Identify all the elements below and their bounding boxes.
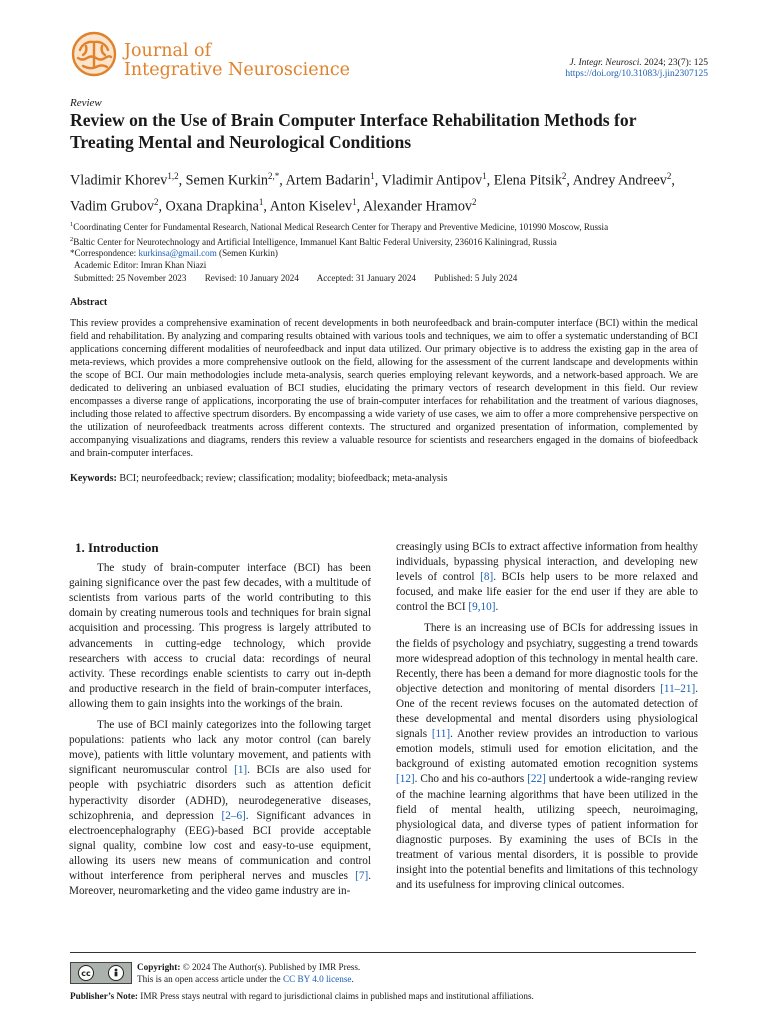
author-separator: , [486,172,494,189]
correspondence: *Correspondence: kurkinsa@gmail.com (Semen Kurkin) [70,248,278,259]
date-published: Published: 5 July 2024 [434,273,518,284]
abstract-text: This review provides a comprehensive examination of recent developments in both neurofeedback and brain-computer interface (BCI) within the medical field and rehabilitation. By analyzing and comparing results obtained with various tools and techniques, we aim to offer a systematic understanding of BCI applications concerning different modalities of neurofeedback and input data utilized. Our primary objective is to address the existing gap in the area of meta-reviews, which provides a more comprehensive outlook on the field, allowing for the assessment of the current landscape and developments within the scope of BCI. Our main methodologies include meta-analysis, search queries employing relevant keywords, and a network-based approach. We are dedicated to delivering an unbiased evaluation of BCI studies, elucidating the primary vectors of research development in this field. Our review encompasses a diverse range of applications, incorporating the use of brain-computer interfaces for rehabilitation and the treatment of various diagnoses, including those related to affective spectrum disorders. By encompassing a wide variety of use cases, we aim to offer a more comprehensive perspective on the utilization of neurofeedback treatments across different contexts. The structured and organized presentation of information, complemented by accompanying visualizations and diagrams, renders this review a valuable resource for scientists and researchers engaged in the domains of biofeedback and brain-computer interfaces. [70,318,698,460]
author-name: Vadim Grubov [70,198,154,215]
citation-link[interactable]: [12] [396,773,415,786]
citation-link[interactable]: [22] [527,773,546,786]
intro-left-column [69,538,371,899]
keywords-list: BCI; neurofeedback; review; classification; modality; biofeedback; meta-analysis [116,472,448,484]
cc-icon: cc [78,965,94,981]
brain-logo-icon [68,28,120,80]
paragraph-text: . Moreover, neuromarketing and the video game industry are in- [69,869,371,898]
paragraph-text: The study of brain-computer interface (BCI) has been gaining significance over the past few decades, with a multitude of scientists from various parts of the world contributing to this domain by creating numerous tools and techniques for brain signal acquisition and processing. This progress is largely attributed to advancements in cutting-edge technology, which provide researchers with access to crucial data: recordings of neural activity. These recordings enable scientists to carry out in-depth and productive research in the field of brain-computer interfaces, allowing them to gain insights into the workings of the brain. [69,562,371,710]
author-separator: , [356,198,363,215]
author-name: Oxana Drapkina [165,198,259,215]
author-affiliation-marker: 2 [666,171,672,181]
paragraph-text: . BCIs are also used for people with psychiatric disorders such as attention deficit hyperactivity disorder (ADHD), neurodegenerative diseases, schizophrenia, and depression [69,764,371,822]
author-name: Semen Kurkin [185,172,269,189]
citation-link[interactable]: [11–21] [660,682,696,695]
journal-name [124,42,350,80]
author-affiliation-marker: 1 [482,171,487,181]
keywords-label: Keywords: [70,472,117,484]
author-name: Alexander Hramov [362,198,473,215]
author-separator: , [374,172,382,189]
paragraph-text: . Another review provides an introduction to various emotion models, stimuli used for emotion elicitation, and the background of existing automated emotion recognition systems [396,728,698,771]
author-name: Artem Badarin [285,172,371,189]
author-separator: , [671,172,675,189]
section-heading: 1. Introduction [75,540,159,555]
author-name: Elena Pitsik [493,172,562,189]
by-icon [108,965,124,981]
date-submitted: Submitted: 25 November 2023 [74,273,187,284]
citation-link[interactable]: [7] [355,869,369,882]
citation-volume: 2024; 23(7): 125 [641,58,708,68]
author-affiliation-marker: 1,2 [167,171,179,181]
date-accepted: Accepted: 31 January 2024 [316,273,416,284]
paragraph-text: undertook a wide-ranging review of the machine learning algorithms that have been utilized in the field of mental health, utilizing speech, neuroimaging, physiological data, and diverse types of patient information for diagnostic purposes. By examining the uses of BCIs in the treatment of various mental disorders, it is possible to provide insight into the potential benefits and limitations of this technology and its usefulness for improving clinical outcomes. [396,773,698,892]
body-paragraph [69,561,371,712]
affiliation-1: $^1$Coordinating Center for Fundamental Research, National Medical Research Center for Therapy and Preventive Medicine, 101990 Moscow, Russia [70,221,609,233]
journal-name-line2: Integrative Neuroscience [124,60,351,80]
doi-link[interactable]: https://doi.org/10.31083/j.jin2307125 [565,69,708,79]
affiliation-2: $^2$Baltic Center for Neurotechnology and Artificial Intelligence, Immanuel Kant Baltic Federal University, 236016 Kaliningrad, Russia [70,235,557,247]
journal-header [68,28,708,84]
article-title: Review on the Use of Brain Computer Interface Rehabilitation Methods for Treating Mental and Neurological Conditions [70,110,637,152]
publisher-note: Publisher’s Note: IMR Press stays neutral with regard to jurisdictional claims in published maps and institutional affiliations. [70,991,534,1001]
footer-divider [70,952,696,953]
author-affiliation-marker: 1 [370,171,375,181]
author-affiliation-marker: 2,* [268,171,280,181]
author-name: Vladimir Khorev [70,172,168,189]
correspondence-email-link[interactable]: kurkinsa@gmail.com [138,248,217,259]
paragraph-text: . One of the recent reviews focuses on the automated detection of these developmental and mental disorders using physiological signals [396,682,698,741]
article-type: Review [70,97,102,109]
paragraph-text: The use of BCI mainly categorizes into the following target populations: patients who lack any motor control (can barely move), patients with little voluntary movement, and patients with significant neuromuscular control [69,719,371,777]
paragraph-text: . Significant advances in electroencephalography (EEG)-based BCI provide acceptable signal quality, combine low cost and easy-to-use equipment, allowing its users new means of communication and control without interference from peripheral nerves and muscles [69,809,371,882]
author-affiliation-marker: 2 [561,171,567,181]
author-separator: , [279,172,286,189]
paragraph-text: . Cho and his co-authors [414,773,528,786]
academic-editor: Academic Editor: Imran Khan Niazi [74,259,207,270]
article-dates [70,273,710,285]
journal-name-line1: Journal of [124,41,212,61]
author-affiliation-marker: 1 [258,196,264,207]
abstract [70,297,698,484]
body-paragraph [69,718,371,899]
body-paragraph [396,621,698,893]
citation-journal: J. Integr. Neurosci. [569,58,642,68]
citation-link[interactable]: [9,10] [468,601,496,614]
author-name: Anton Kiselev [269,198,353,215]
citation-link[interactable]: [8] [480,571,494,584]
author-affiliation-marker: 2 [472,196,477,207]
date-revised: Revised: 10 January 2024 [204,273,299,284]
affiliations [70,219,710,285]
author-separator: , [263,198,270,215]
citation-link[interactable]: [1] [234,764,248,777]
abstract-heading: Abstract [70,297,108,308]
license-link[interactable]: CC BY 4.0 license [282,973,352,984]
keywords [70,473,698,484]
intro-right-column [396,540,698,893]
author-affiliation-marker: 2 [153,196,159,207]
paragraph-text: There is an increasing use of BCIs for addressing issues in the fields of psychology and psychiatry, suggesting a trend towards more widespread adoption of this technology in mental health care. Recently, there has been a demand for more diagnostic tools for the objective detection and monitoring of mental disorders [396,622,698,695]
author-separator: , [178,172,186,189]
citation-link[interactable]: [2–6] [221,809,246,822]
author-name: Vladimir Antipov [381,172,483,189]
cc-by-license-badge[interactable] [70,962,132,984]
citation [565,58,708,80]
citation-link[interactable]: [11] [431,728,451,741]
author-name: Andrey Andreev [572,172,667,189]
paragraph-text: . BCIs help users to be more relaxed and focused, and make life easier for the end user if they are able to control the BCI [396,571,698,614]
author-affiliation-marker: 1 [352,196,357,207]
copyright-notice: Copyright: © 2024 The Author(s). Published by IMR Press. This is an open access article under the CC BY 4.0 license. [137,962,361,984]
author-separator: , [158,198,166,215]
paragraph-text: . [495,601,499,614]
body-paragraph [396,540,698,615]
author-list [70,166,700,217]
paragraph-text: creasingly using BCIs to extract affective information from healthy individuals, bypassing physical interaction, and developing new levels of control [396,541,698,584]
author-separator: , [566,172,573,189]
